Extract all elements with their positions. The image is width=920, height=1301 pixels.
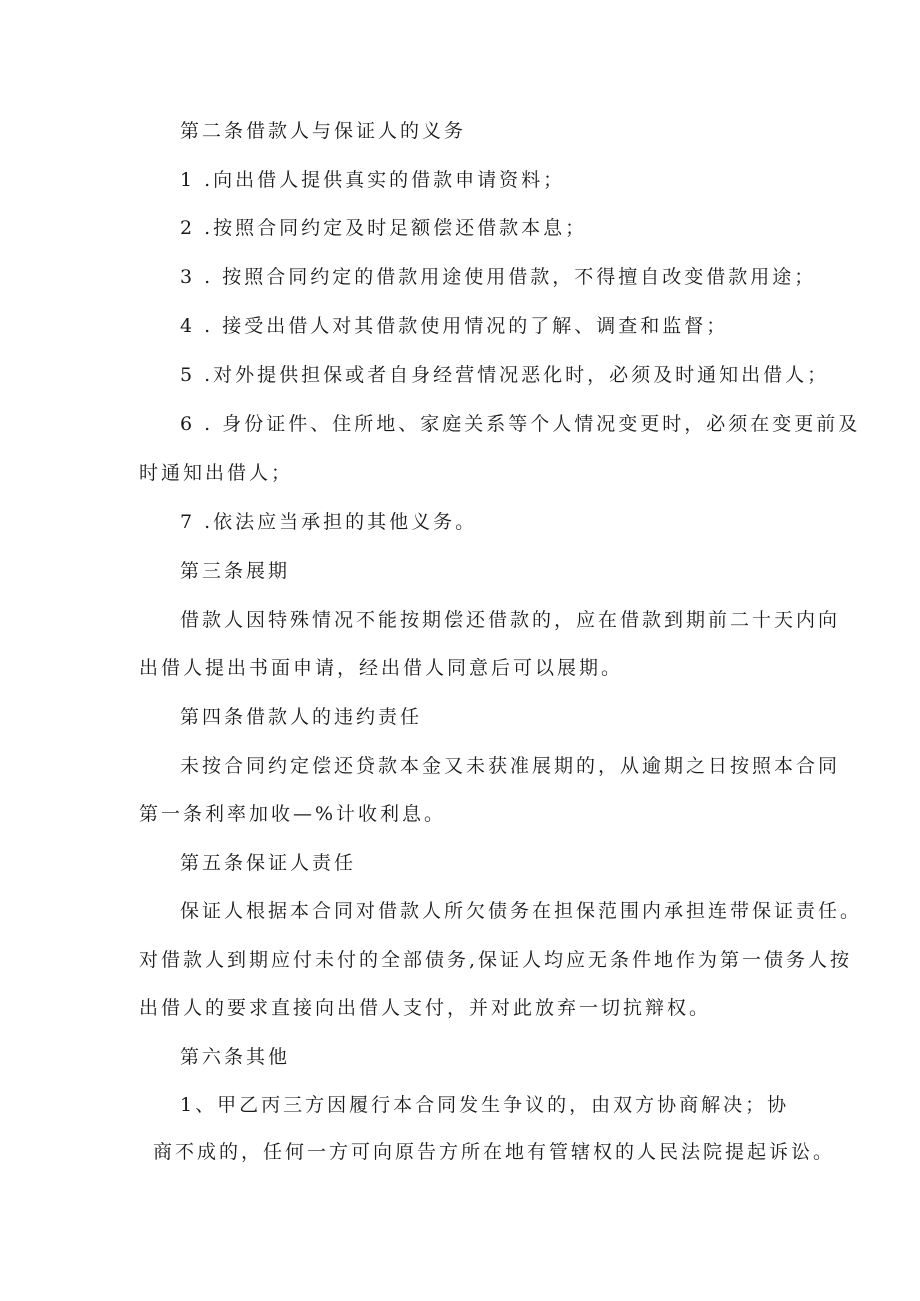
section-heading-4: 第四条借款人的违约责任	[180, 706, 423, 728]
breach-paragraph-continued: 第一条利率加收—%计收利息。	[139, 803, 447, 825]
obligation-item-5: 5 .对外提供担保或者自身经营情况恶化时，必须及时通知出借人；	[180, 364, 830, 386]
dispute-paragraph: 1、甲乙丙三方因履行本合同发生争议的，由双方协商解决；协	[180, 1094, 790, 1116]
section-heading-6: 第六条其他	[180, 1046, 291, 1068]
section-heading-5: 第五条保证人责任	[180, 852, 357, 874]
breach-paragraph: 未按合同约定偿还贷款本金又未获准展期的，从逾期之日按照本合同	[180, 755, 841, 777]
obligation-item-4: 4 . 接受出借人对其借款使用情况的了解、调查和监督；	[180, 315, 729, 337]
obligation-item-7: 7 .依法应当承担的其他义务。	[180, 511, 478, 533]
obligation-item-2: 2 .按照合同约定及时足额偿还借款本息；	[180, 217, 588, 239]
obligation-item-1: 1 .向出借人提供真实的借款申请资料；	[180, 169, 566, 191]
extension-paragraph-continued: 出借人提出书面申请，经出借人同意后可以展期。	[139, 657, 624, 679]
dispute-paragraph-continued: 商不成的，任何一方可向原告方所在地有管辖权的人民法院提起诉讼。	[153, 1141, 836, 1163]
section-heading-2: 第二条借款人与保证人的义务	[180, 120, 467, 142]
obligation-item-6-continued: 时通知出借人；	[139, 462, 294, 484]
guarantor-paragraph-continued-2: 出借人的要求直接向出借人支付，并对此放弃一切抗辩权。	[139, 997, 712, 1019]
obligation-item-3: 3 . 按照合同约定的借款用途使用借款，不得擅自改变借款用途；	[180, 266, 817, 288]
section-heading-3: 第三条展期	[180, 560, 291, 582]
extension-paragraph: 借款人因特殊情况不能按期偿还借款的，应在借款到期前二十天内向	[180, 609, 841, 631]
guarantor-paragraph: 保证人根据本合同对借款人所欠债务在担保范围内承担连带保证责任。	[180, 900, 863, 922]
guarantor-paragraph-continued-1: 对借款人到期应付未付的全部债务,保证人均应无条件地作为第一债务人按	[139, 949, 853, 971]
obligation-item-6: 6 . 身份证件、住所地、家庭关系等个人情况变更时，必须在变更前及	[180, 413, 861, 435]
